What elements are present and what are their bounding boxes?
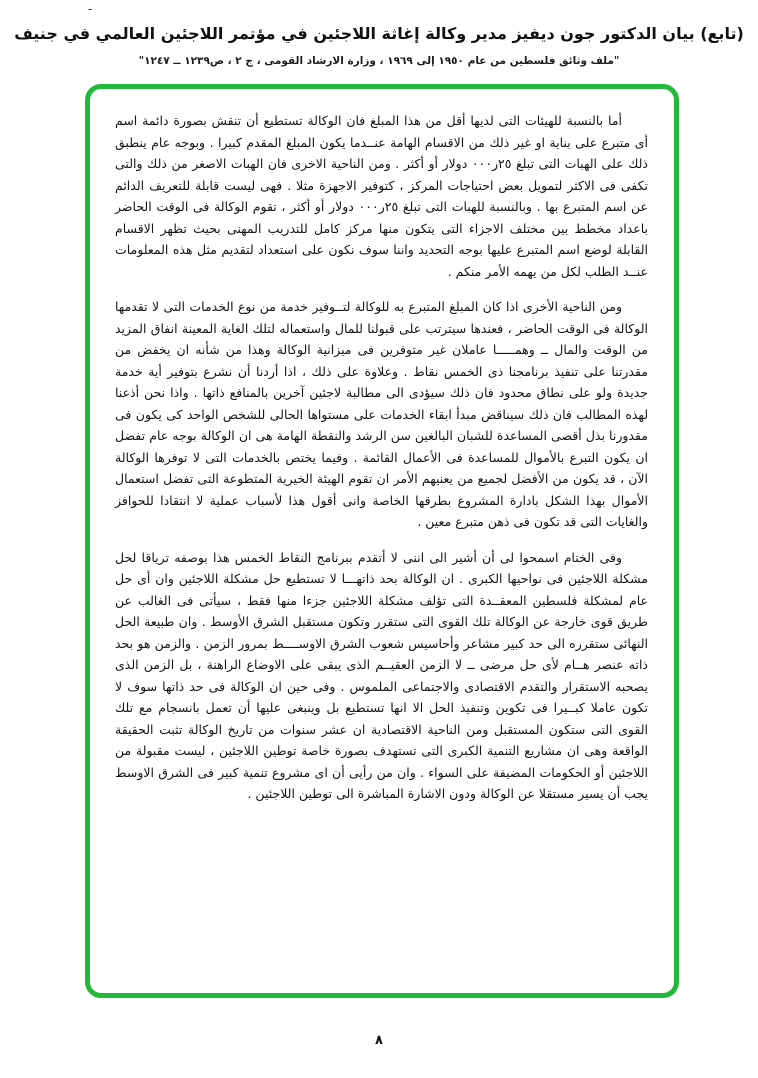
document-body-text	[90, 89, 674, 805]
paragraph-new-services-funding: ومن الناحية الأخرى اذا كان المبلغ المتبرع به للوكالة لتــوفير خدمة من نوع الخدمات التى لا تقدمها الوكالة فى الوقت الحاضر ، فعندها سيترتب على قبولنا للمال واستعماله لتلك الغاية المعينة انفاق المزيد من الوقت والمال ــ وهمـــــا عاملان غير متوفرين فى ميزانية الوكالة وهذا من شأنه ان يخفض من مقدرتنا على تنفيذ برنامجنا ذى الخمس نقاط . وعلاوة على ذلك ، اذا أردنا أن نشرع بتوفير أية خدمة جديدة ولو على نطاق محدود فان ذلك سيؤدى الى مطالبة لاجئين آخرين بالمنافع ذاتها . واذا نحن أذعنا لهذه المطالب فان ذلك سيناقض مبدأ ابقاء الخدمات على مستواها الحالى للشخص الواحد كى يكون فى مقدورنا بذل أقصى المساعدة للشبان البالغين سن الرشد والنقطة الهامة هى ان الوكالة بوجه عام تفضل ان يكون التبرع بالأموال للمساعدة فى الأعمال القائمة . وفيما يختص بالخدمات التى لا توفرها الوكالة الآن ، قد يكون من الأفضل لجميع من يعنيهم الأمر ان تقوم الهيئة الخيرية المتطوعة التى تفضل استعمال الأموال بهذا الشكل بادارة المشروع بطرقها الخاصة وانى أقول هذا لأسباب عملية لا انتقادا للحوافز والغايات التى قد تكون فى ذهن متبرع معين .	[115, 299, 648, 529]
document-title: (تابع) بيان الدكتور جون ديفيز مدير وكالة إغاثة اللاجئين في مؤتمر اللاجئين العالمي في جنيف	[14, 24, 744, 43]
paragraph-donations-naming: أما بالنسبة للهيئات التى لديها أقل من هذا المبلغ فان الوكالة تستطيع أن تنقش بصورة دائمة اسم أى متبرع على بناية او غير ذلك من الاقسام الهامة عنــدما يكون المبلغ المقدم كبيرا . وبوجه عام ينطبق ذلك على الهبات التى تبلغ ٢٥ر٠٠٠ دولار أو أكثر . ومن الناحية الاخرى فان الهبات الاصغر من ذلك والتى تكفى فى الاكثر لتمويل بعض احتياجات المركز ، كتوفير الاجهزة مثلا . فهى ليست قابلة للتعريف الدائم عن اسم المتبرع بها . وبالنسبة للهبات التى تبلغ ٢٥ر٠٠٠ دولار أو أكثر ، تقوم الوكالة فى الوقت الحاضر باعداد مخطط بين مختلف الاجزاء التى يتكون منها مركز كامل للتدريب المهنى بحيث تظهر الاقسام القابلة لوضع اسم المتبرع عليها بوجه التحديد واننا سوف نكون على استعداد لتقديم مثل هذه المعلومات عنــد الطلب لكل من يهمه الأمر منكم .	[115, 113, 649, 279]
paragraph-closing-five-point-program: وفى الختام اسمحوا لى أن أشير الى اننى لا أتقدم ببرنامج النقاط الخمس هذا بوصفه ترياقا لحل مشكلة اللاجئين فى نواحيها الكبرى . ان الوكالة بحد ذاتهـــا لا تستطيع حل مشكلة اللاجئين وان أى حل عام لمشكلة فلسطين المعقــدة التى تؤلف مشكلة اللاجئين جزءا منها فقط ، سيأتى فى الغالب عن طريق قوى خارجة عن الوكالة تلك القوى التى ستقرر وتكون مستقبل الشرق الأوسط . وان طبيعة الحل النهائى ستقرره الى حد كبير مشاعر وأحاسيس شعوب الشرق الاوســــط بمرور الزمن . والزمن هو بحد ذاته عنصر هــام لأى حل مرضى ــ لا الزمن العقيــم الذى يبقى على الاوضاع الراهنة ، بل الزمن الذى يصحبه الاستقرار والتقدم الاقتصادى والاجتماعى الملموس . وفى حين ان الوكالة فى حد ذاتها سوف لا تكون عاملا كبــيرا فى تكوين وتنفيذ الحل الا انها تستطيع بل وينبغى عليها أن تعمل بانسجام مع تلك القوى التى ستكون المستقبل ومن الناحية الاقتصادية ان عشر سنوات من تاريخ الوكالة تثبت الحقيقة الواقعة وهى ان مشاريع التنمية الكبرى التى تستهدف بصورة خاصة توطين اللاجئين ، ليست مقبولة من اللاجئين أو الحكومات المضيفة على السواء . وان من رأيى أن اى مشروع تنمية كبير فى الشرق الاوسط يجب أن يسير مستقلا عن الوكالة ودون الاشارة المباشرة الى توطين اللاجئين .	[115, 549, 648, 801]
document-source-citation: "ملف وثائق فلسطين من عام ١٩٥٠ إلى ١٩٦٩ ، وزارة الارشاد القومى ، ج ٢ ، ص١٢٣٩ ــ ١٢٤٧"	[138, 55, 620, 67]
scan-artifact-dash: -	[88, 2, 93, 16]
green-border-frame	[85, 84, 679, 998]
page-number: ٨	[375, 1033, 383, 1048]
